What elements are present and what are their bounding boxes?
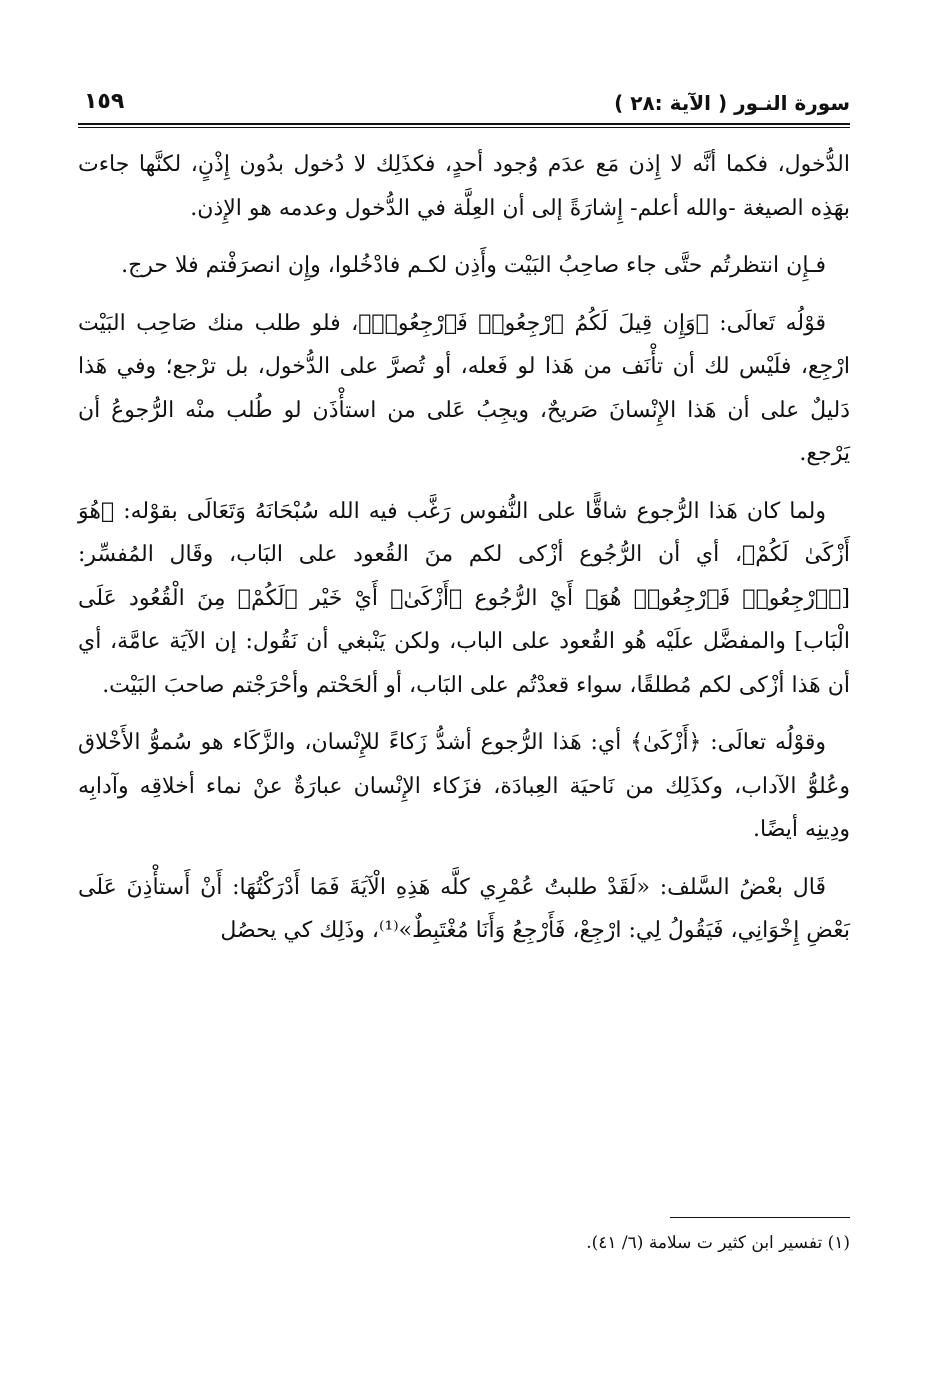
footnote: (١) تفسير ابن كثير ت سلامة (٦/ ٤١). [586, 1233, 850, 1253]
paragraph: ولما كان هَذا الرُّجوع شاقًّا على النُّفوس رَغَّب فيه الله سُبْحَانَهُ وَتَعَالَى بقوْله: ﴿هُوَ أَزْكَىٰ لَكُمْ﴾، أي أن الرُّجُوع أزْكى لكم منَ القُعود على البَاب، وقَال المُفسِّر: [﴿ٱرْجِعُوا۟ فَٱرْجِعُوا۟ هُوَ﴾ أَيْ الرُّجُوع ﴿أَزْكَىٰ﴾ أَيْ خَيْر ﴿لَكُمْ﴾ مِنَ الْقُعُود عَلَى الْبَاب] والمفضَّل علَيْه هُو القُعود على الباب، ولكن يَنْبغي أن نَقُول: إن الآيَة عامَّة، أي أن هَذا أزْكى لكم مُطلقًا، سواء قعدْتُم على البَاب، أو ألحَحْتم وأحْرَجْتم صاحبَ البَيْت. [78, 498, 850, 698]
main-text [78, 143, 850, 967]
footnote-divider [670, 1217, 850, 1218]
paragraph: قوْلُه تَعالَى: ﴿وَإِن قِيلَ لَكُمُ ٱرْجِعُوا۟ فَٱرْجِعُوا۟﴾، فلو طلب منك صَاحِب البَيْت ارْجِع، فلَيْس لك أن تأْنَف من هَذا لو فَعله، أو تُصرَّ على الدُّخول، بل ترْجع؛ وفي هَذا دَليلٌ على أن هَذا الإِنْسانَ صَريحٌ، ويجِبُ عَلى من استأْذَن لو طُلب منْه الرُّجوعُ أن يَرْجع. [78, 310, 850, 466]
header-divider [78, 123, 850, 128]
paragraph: الدُّخول، فكما أنَّه لا إِذن مَع عدَم وُجود أحدٍ، فكذَلِك لا دُخول بدُون إِذْنٍ، لكنَّها جاءت بهَذِه الصيغة -والله أعلم- إِشارَةً إلى أن العِلَّة في الدُّخول وعدمه هو الإِذن. [78, 152, 850, 221]
book-page [78, 85, 850, 1315]
page-header [78, 85, 850, 123]
paragraph: وقوْلُه تعالَى: ﴿أَزْكَىٰ﴾ أي: هَذا الرُّجوع أشدُّ زَكاءً للإِنْسان، والزَّكَاء هو سُموُّ الأَخْلاق وعُلوُّ الآداب، وكذَلِك من نَاحيَة العِبادَة، فزَكاء الإِنْسان عبارَةٌ عنْ نماء أخلاقِه وآدابِه ودِينِه أيضًا. [78, 730, 850, 842]
page-number: ١٥٩ [84, 89, 125, 114]
paragraph: قَال بعْضُ السَّلف: «لَقَدْ طلبتُ عُمْرِي كلَّه هَذِهِ الْآيَةَ فَمَا أَدْرَكْتُهَا: أَنْ أَستأْذِنَ عَلَى بَعْضِ إِخْوَانِي، فَيَقُولُ لِي: ارْجِعْ، فَأَرْجِعُ وَأَنَا مُغْتَبِطٌ»⁽¹⁾، وذَلِك كي يحصُل [78, 874, 850, 943]
surah-title: سورة النـور ( الآية :٢٨ ) [614, 91, 850, 115]
paragraph: فـإِن انتظرتُم حتَّى جاء صاحِبُ البَيْت وأَذِن لكـم فادْخُلوا، وإِن انصرَفْتم فلا حرج. [121, 253, 826, 278]
